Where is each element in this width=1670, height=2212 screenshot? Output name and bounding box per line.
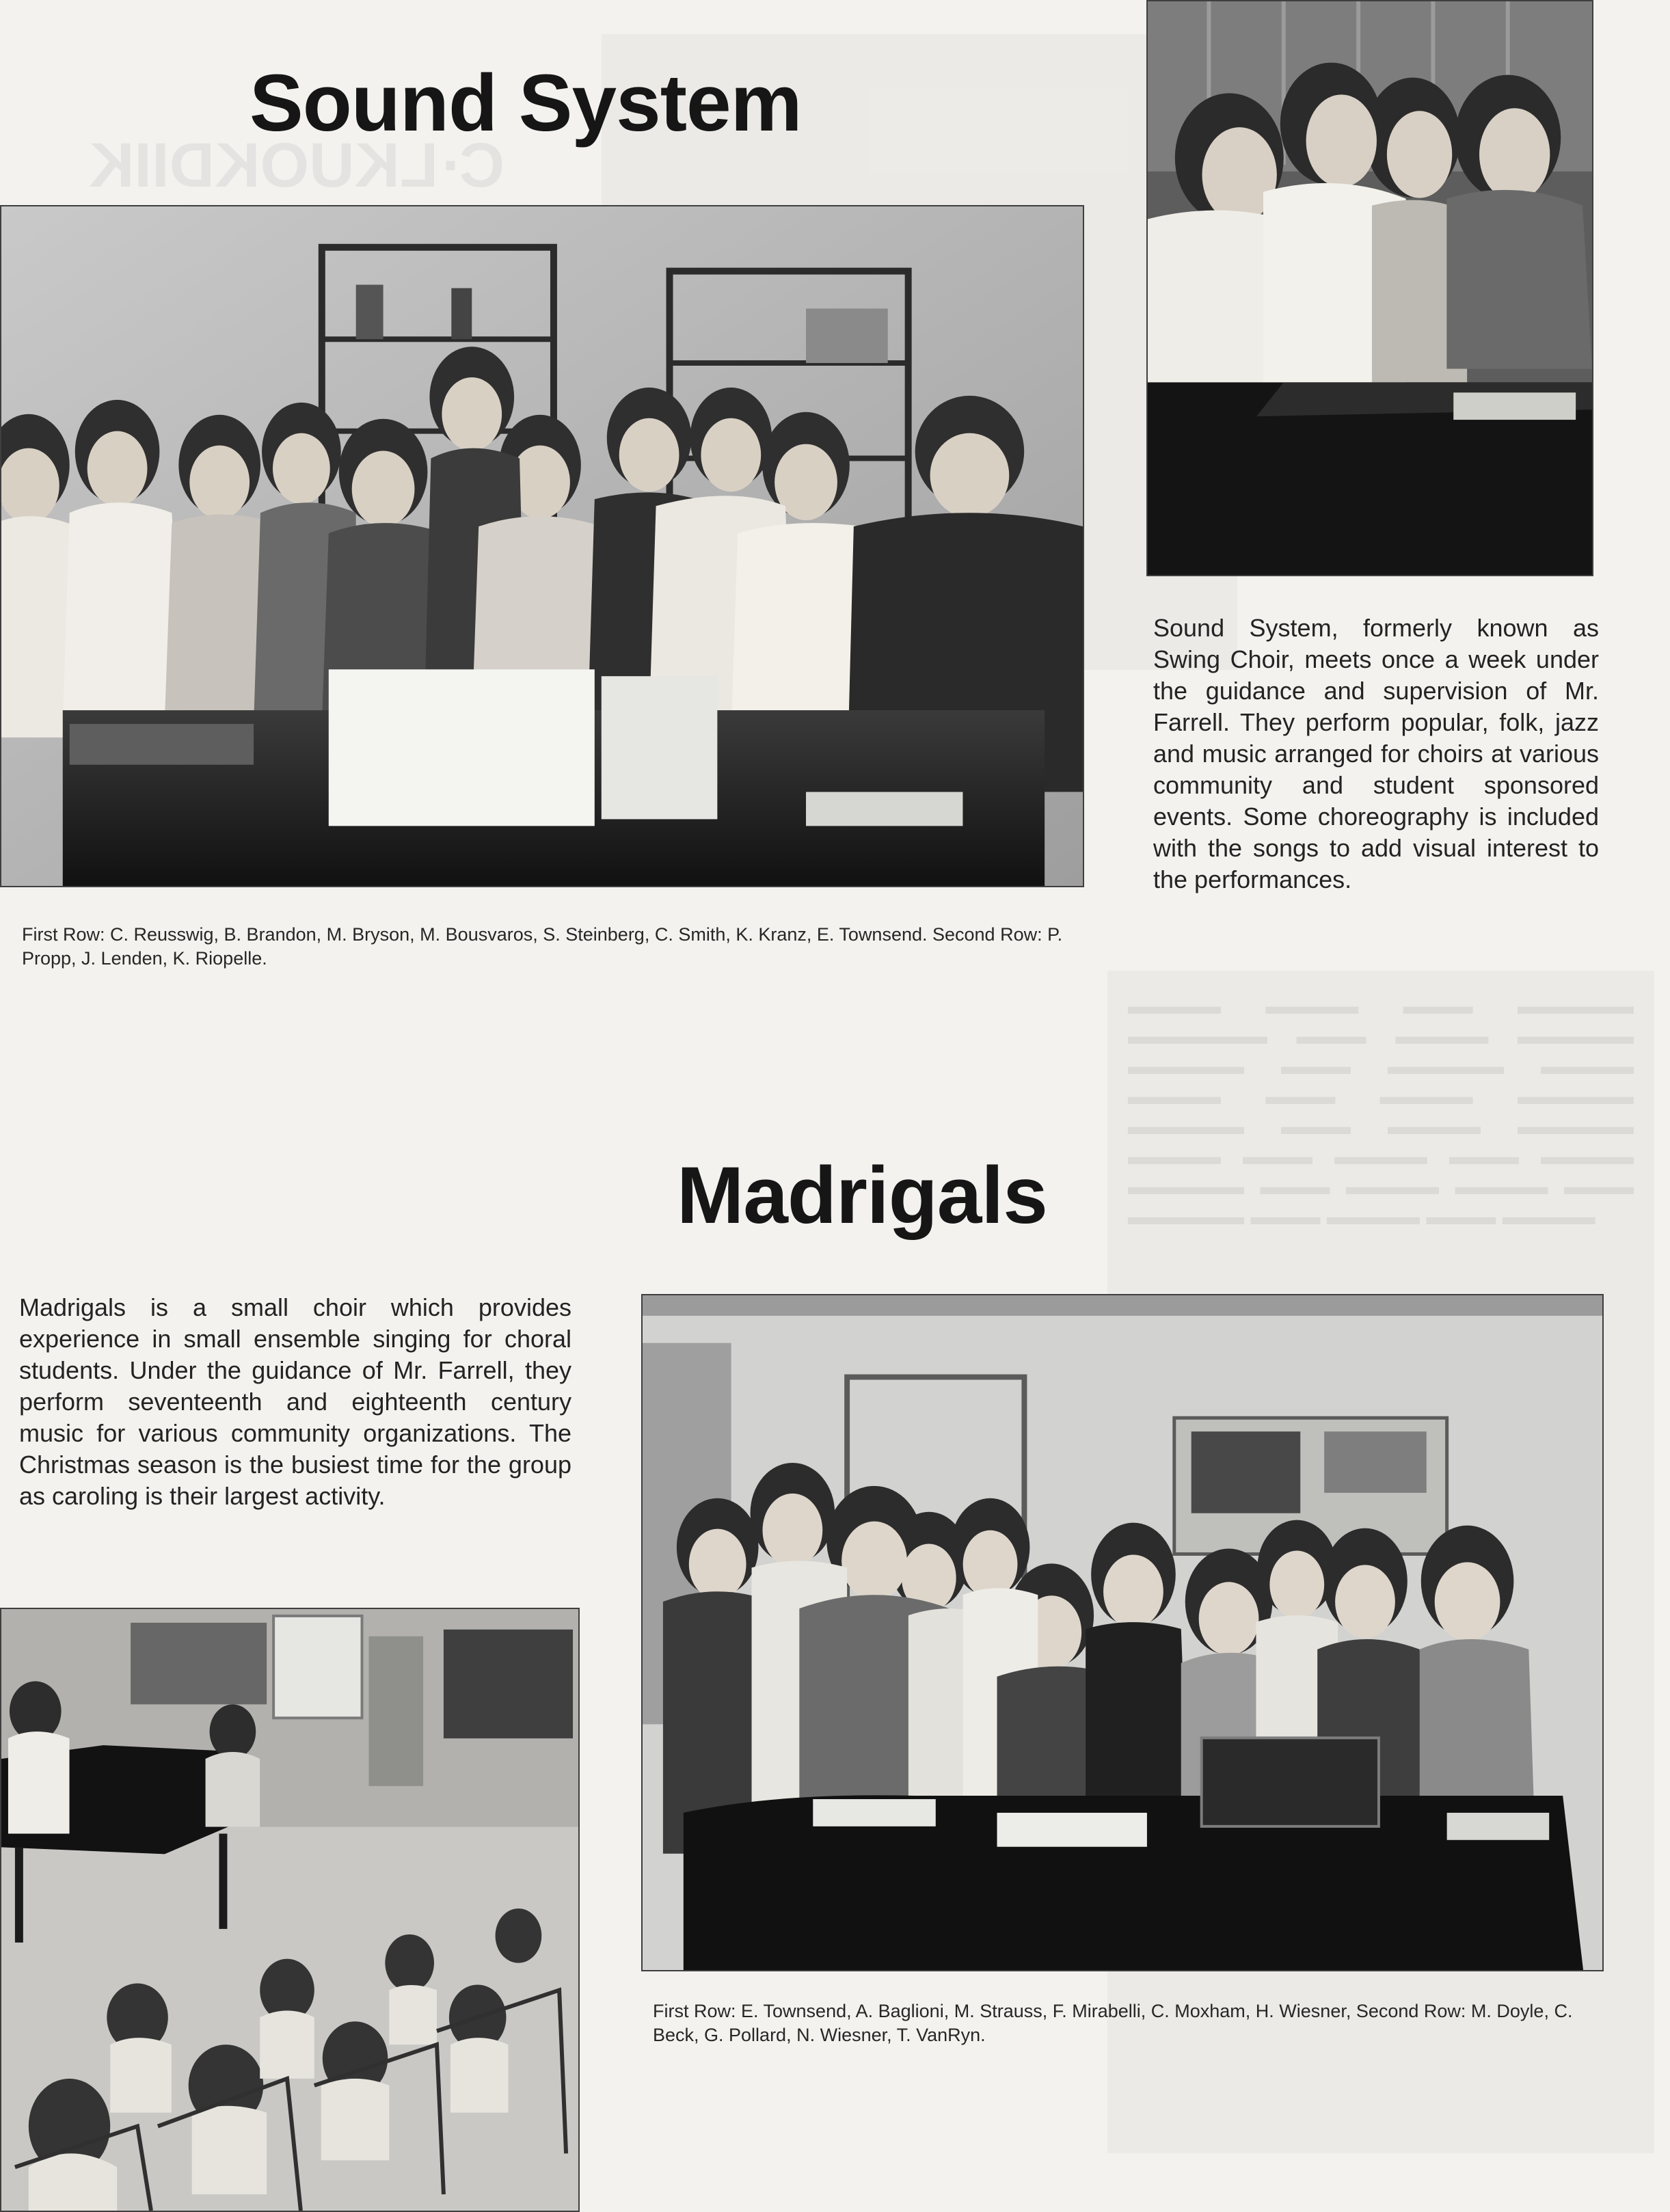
madrigals-title: Madrigals xyxy=(677,1150,1047,1241)
singers-photo-drawing xyxy=(1148,1,1592,575)
madrigals-group-photo xyxy=(641,1294,1604,1971)
madrigals-description: Madrigals is a small choir which provides experience in small ensemble singing for choral students. Under the guidance of Mr. Farrell, they perform seventeenth and eighteenth century music for various community organizations. The Christmas season is the busiest time for the group as caroling is their largest activity. xyxy=(19,1293,571,1510)
madrigals-photo-drawing xyxy=(643,1295,1602,1970)
sound-system-group-photo xyxy=(0,205,1084,887)
bleed-through-text: C·LKUOKDIIK xyxy=(89,131,505,200)
madrigals-caption: First Row: E. Townsend, A. Baglioni, M. Strauss, F. Mirabelli, C. Moxham, H. Wiesner, Second Row: M. Doyle, C. Beck, G. Pollard, N. Wiesner, T. VanRyn. xyxy=(653,2001,1573,2045)
sound-system-caption: First Row: C. Reusswig, B. Brandon, M. Bryson, M. Bousvaros, S. Steinberg, C. Smith, K. Kranz, E. Townsend. Second Row: P. Propp, J. Lenden, K. Riopelle. xyxy=(22,924,1063,969)
sound-system-title: Sound System xyxy=(250,58,802,148)
sound-system-singers-photo xyxy=(1146,0,1593,576)
sound-system-description: Sound System, formerly known as Swing Choir, meets once a week under the guidance and supervision of Mr. Farrell. They perform popular, folk, jazz and music arranged for choirs at various community and student sponsored events. Some choreography is included with the songs to add visual interest to the performances. xyxy=(1153,614,1599,893)
rehearsal-photo-drawing xyxy=(1,1609,578,2211)
bleed-through-text: ▬▬▬▬ ▬▬▬▬ ▬▬▬ ▬▬▬▬▬ ▬▬▬▬▬▬ ▬▬▬ ▬▬▬▬ ▬▬▬▬▬ ▬▬▬▬▬ ▬▬▬ ▬▬▬▬▬ ▬▬▬▬ ▬▬▬▬ ▬▬▬ ▬▬▬▬ ▬▬▬▬▬ ▬▬▬▬▬ ▬▬▬ ▬▬▬▬ ▬▬▬▬▬ ▬▬▬▬ ▬▬▬ ▬▬▬▬ ▬▬▬ ▬▬▬▬ ▬▬▬▬▬ ▬▬▬ ▬▬▬▬ ▬▬▬▬ ▬▬▬ ▬▬▬▬▬ ▬▬▬ ▬▬▬▬ ▬▬▬ ▬▬▬▬ xyxy=(1128,993,1634,1230)
sound-system-photo-drawing xyxy=(1,206,1083,886)
madrigals-rehearsal-photo xyxy=(0,1608,580,2212)
